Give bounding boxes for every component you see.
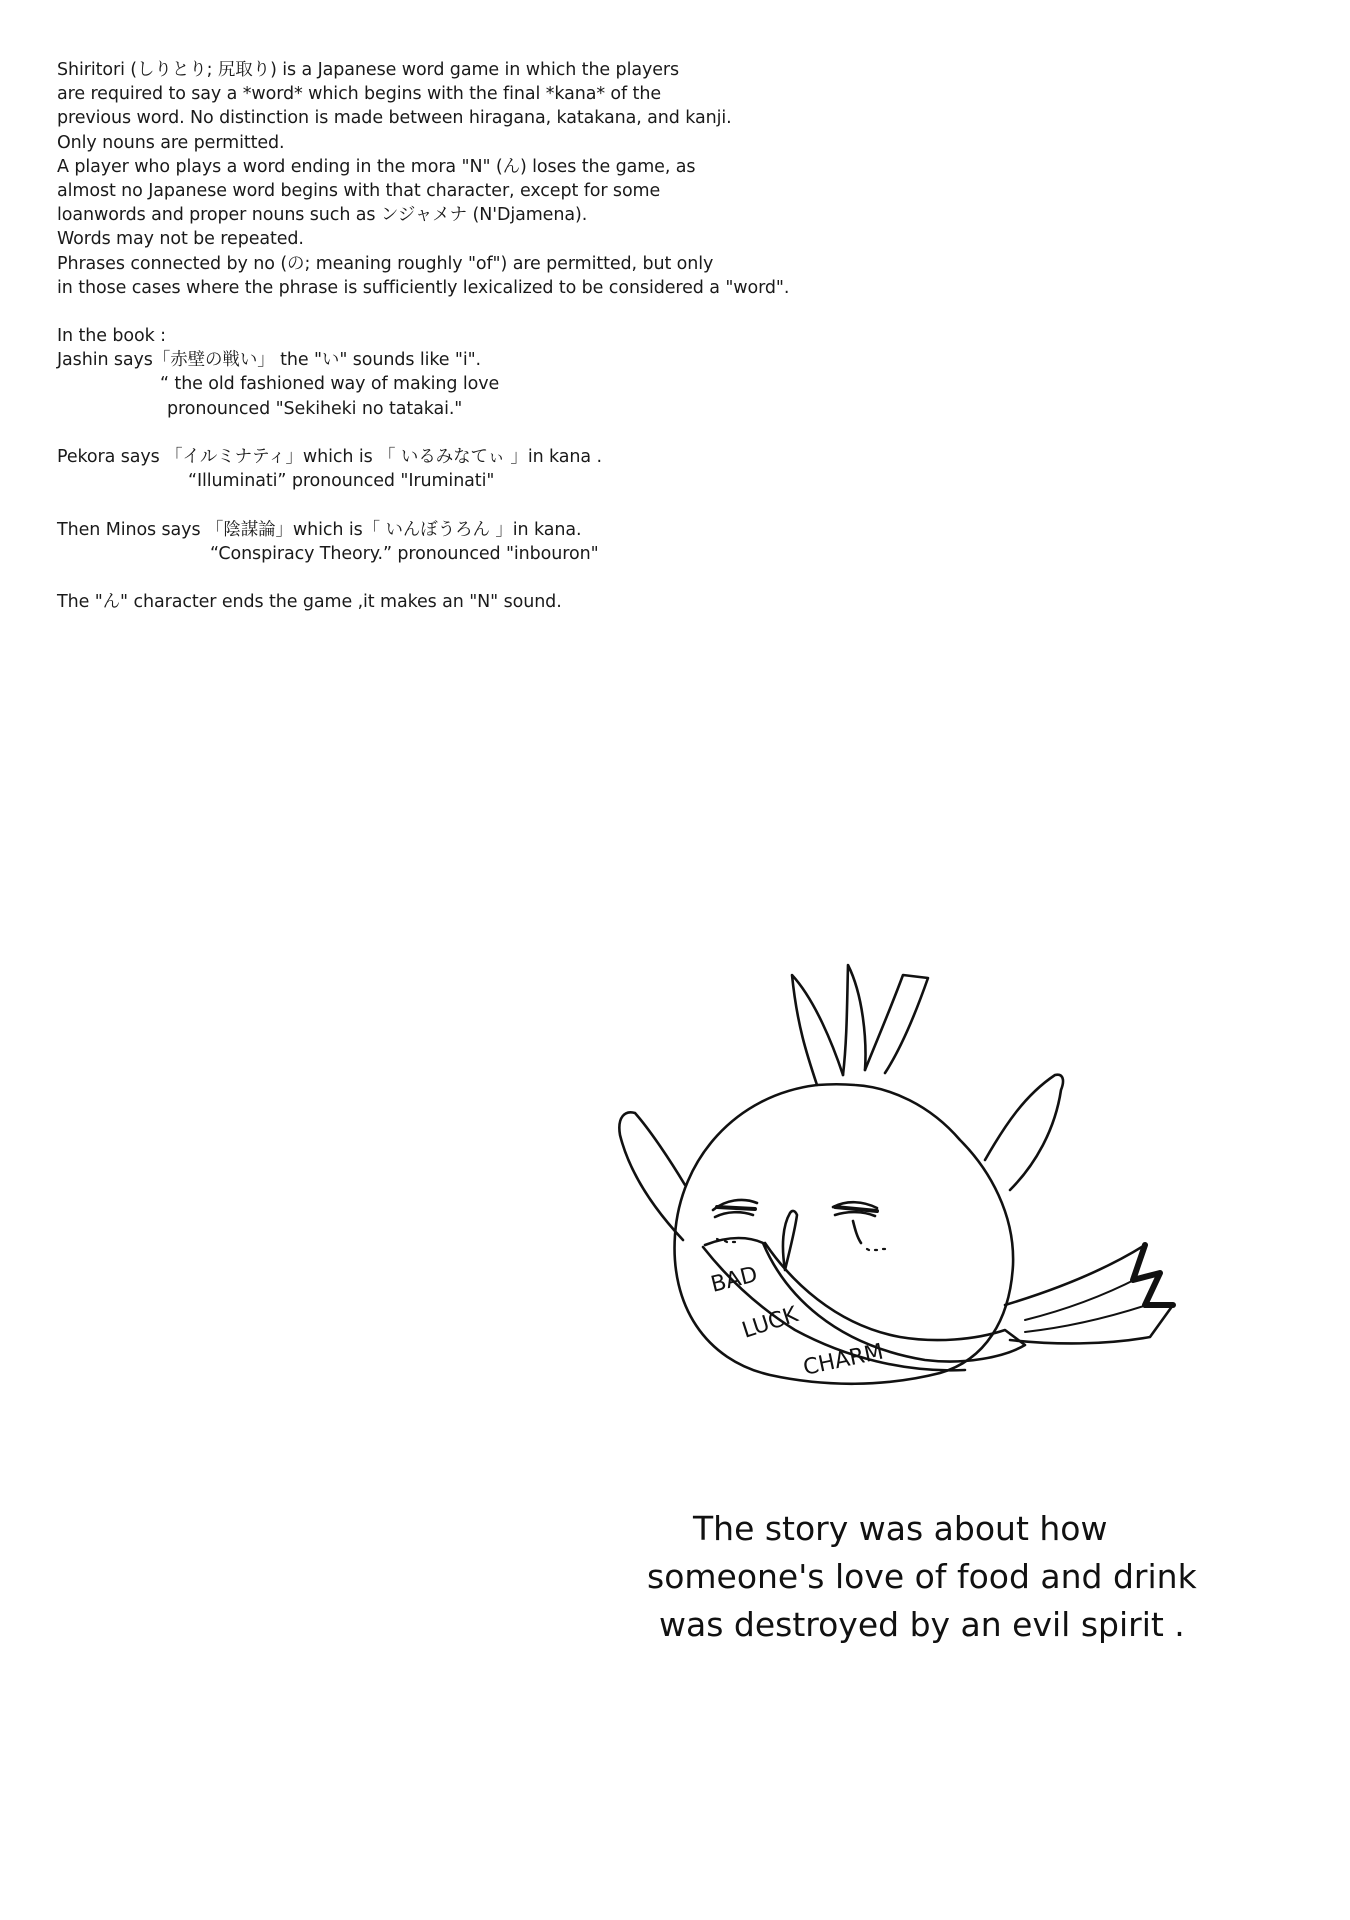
sash-word-bad: BAD [708, 1262, 761, 1298]
jashin-meaning: “ the old fashioned way of making love [160, 374, 500, 395]
jashin-pronunciation: pronounced "Sekiheki no tatakai." [167, 398, 463, 419]
spacer [57, 421, 1057, 445]
left-wing [619, 1112, 685, 1240]
story-caption [630, 1505, 1250, 1649]
note-line: Shiritori (しりとり; 尻取り) is a Japanese word game in which the players [57, 60, 679, 80]
pekora-line: Pekora says 「イルミナティ」which is 「 いるみなてぃ 」in kana . [57, 447, 602, 467]
sash-word-luck: LUCK [739, 1302, 802, 1344]
note-line: Only nouns are permitted. [57, 132, 285, 153]
caption-line: someone's love of food and drink [647, 1557, 1197, 1596]
minos-line: Then Minos says 「陰謀論」which is「 いんぼうろん 」in kana. [57, 519, 582, 540]
caption-line: was destroyed by an evil spirit . [659, 1605, 1185, 1644]
in-the-book-heading: In the book : [57, 326, 166, 347]
note-line: in those cases where the phrase is sufficiently lexicalized to be considered a "word". [57, 277, 790, 298]
beak [783, 1211, 797, 1270]
note-line: almost no Japanese word begins with that character, except for some [57, 180, 661, 201]
bird-mascot-drawing [585, 945, 1235, 1425]
spacer [57, 493, 1057, 517]
right-wing [985, 1075, 1063, 1190]
note-line: A player who plays a word ending in the mora "N" (ん) loses the game, as [57, 156, 696, 177]
note-line: Words may not be repeated. [57, 229, 304, 250]
ending-line: The "ん" character ends the game ,it makes an "N" sound. [57, 592, 562, 613]
crest-feather [865, 975, 928, 1073]
note-line: are required to say a *word* which begins with the final *kana* of the [57, 84, 661, 105]
note-line: Phrases connected by no (の; meaning roughly "of") are permitted, but only [57, 253, 714, 274]
spacer [57, 300, 1057, 324]
explanation-notes [57, 58, 1057, 614]
pekora-meaning: “Illuminati” pronounced "Iruminati" [188, 471, 495, 492]
caption-line: The story was about how [693, 1509, 1108, 1548]
note-line: previous word. No distinction is made between hiragana, katakana, and kanji. [57, 108, 732, 129]
note-line: loanwords and proper nouns such as ンジャメナ (N'Djamena). [57, 205, 588, 226]
sash-word-charm: CHARM [801, 1339, 886, 1381]
crest-feather [792, 975, 843, 1085]
jashin-line: Jashin says「赤壁の戦い」 the "い" sounds like "i". [57, 350, 482, 371]
crest-feather [843, 965, 865, 1075]
minos-meaning: “Conspiracy Theory.” pronounced "inbouron" [210, 543, 599, 564]
spacer [57, 566, 1057, 590]
